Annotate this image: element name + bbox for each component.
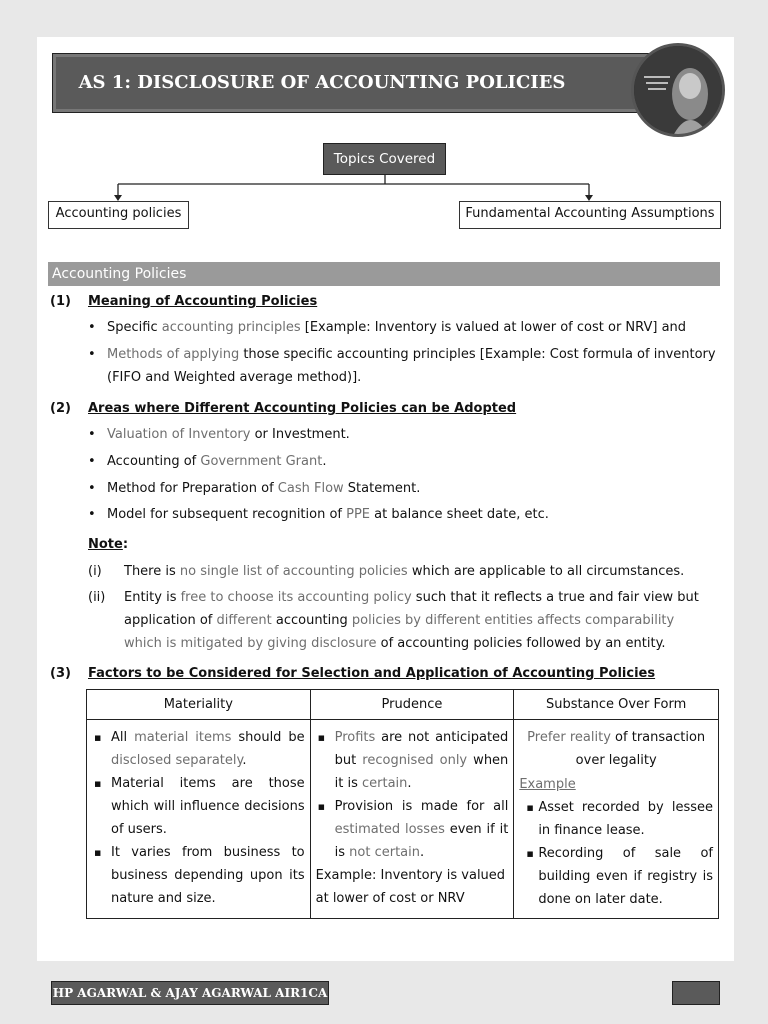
prudence-cell [310,720,514,919]
item-heading: Meaning of Accounting Policies [88,294,318,309]
page-title: AS 1: DISCLOSURE OF ACCOUNTING POLICIES [78,72,566,93]
list-item: • Method for Preparation of Cash Flow Statement. [107,481,420,496]
column-header: Prudence [310,690,514,720]
substance-example-label: Example [519,777,576,792]
footer-page-box [672,981,720,1005]
substance-line: over legality [575,753,657,768]
note-text: which is mitigated by giving disclosure of accounting policies followed by an entity. [124,636,666,651]
list-item: • Specific accounting principles [Example: Inventory is valued at lower of cost or NRV] and [107,320,686,335]
item-number: (3) [50,666,71,681]
topic-fundamental-assumptions: Fundamental Accounting Assumptions [459,201,721,229]
note-number: (i) [88,564,102,579]
materiality-point: ▪ Material items are those which will influence decisions of users. [87,772,305,841]
list-item: • Accounting of Government Grant. [107,454,326,469]
materiality-point: ▪ All material items should be disclosed separately. [87,726,305,772]
note-text: There is no single list of accounting policies which are applicable to all circumstances. [124,564,685,579]
list-item: • Valuation of Inventory or Investment. [107,427,350,442]
list-item: • Model for subsequent recognition of PPE at balance sheet date, etc. [107,507,549,522]
topics-covered-box: Topics Covered [323,143,446,175]
list-item-continued: (FIFO and Weighted average method)]. [107,370,362,385]
note-label: Note: [88,537,129,552]
note-number: (ii) [88,590,106,605]
factors-table [86,689,719,919]
materiality-cell [87,720,311,919]
item-heading: Areas where Different Accounting Policies can be Adopted [88,401,517,416]
substance-point: ▪ Asset recorded by lessee in finance lease. [519,796,713,842]
section-heading: Accounting Policies [48,262,720,286]
item-number: (1) [50,294,71,309]
table-row [87,720,719,919]
prudence-point: ▪ Provision is made for all estimated losses even if it is not certain. [311,795,509,864]
prudence-example: Example: Inventory is valued at lower of cost or NRV [315,868,506,906]
substance-point: ▪ Recording of sale of building even if registry is done on later date. [519,842,713,911]
note-text: application of different accounting policies by different entities affects comparability [124,613,675,628]
topic-accounting-policies: Accounting policies [48,201,189,229]
materiality-point: ▪ It varies from business to business depending upon its nature and size. [87,841,305,910]
substance-line: Prefer reality of transaction [527,730,706,745]
table-header-row [87,690,719,720]
note-text: Entity is free to choose its accounting policy such that it reflects a true and fair view but [124,590,699,605]
column-header: Materiality [87,690,311,720]
footer-author: HP AGARWAL & AJAY AGARWAL AIR1CA [51,981,329,1005]
item-number: (2) [50,401,71,416]
substance-cell [514,720,719,919]
column-header: Substance Over Form [514,690,719,720]
prudence-point: ▪ Profits are not anticipated but recognised only when it is certain. [311,726,509,795]
list-item: • Methods of applying those specific accounting principles [Example: Cost formula of inventory [107,347,716,362]
item-heading: Factors to be Considered for Selection and Application of Accounting Policies [88,666,656,681]
